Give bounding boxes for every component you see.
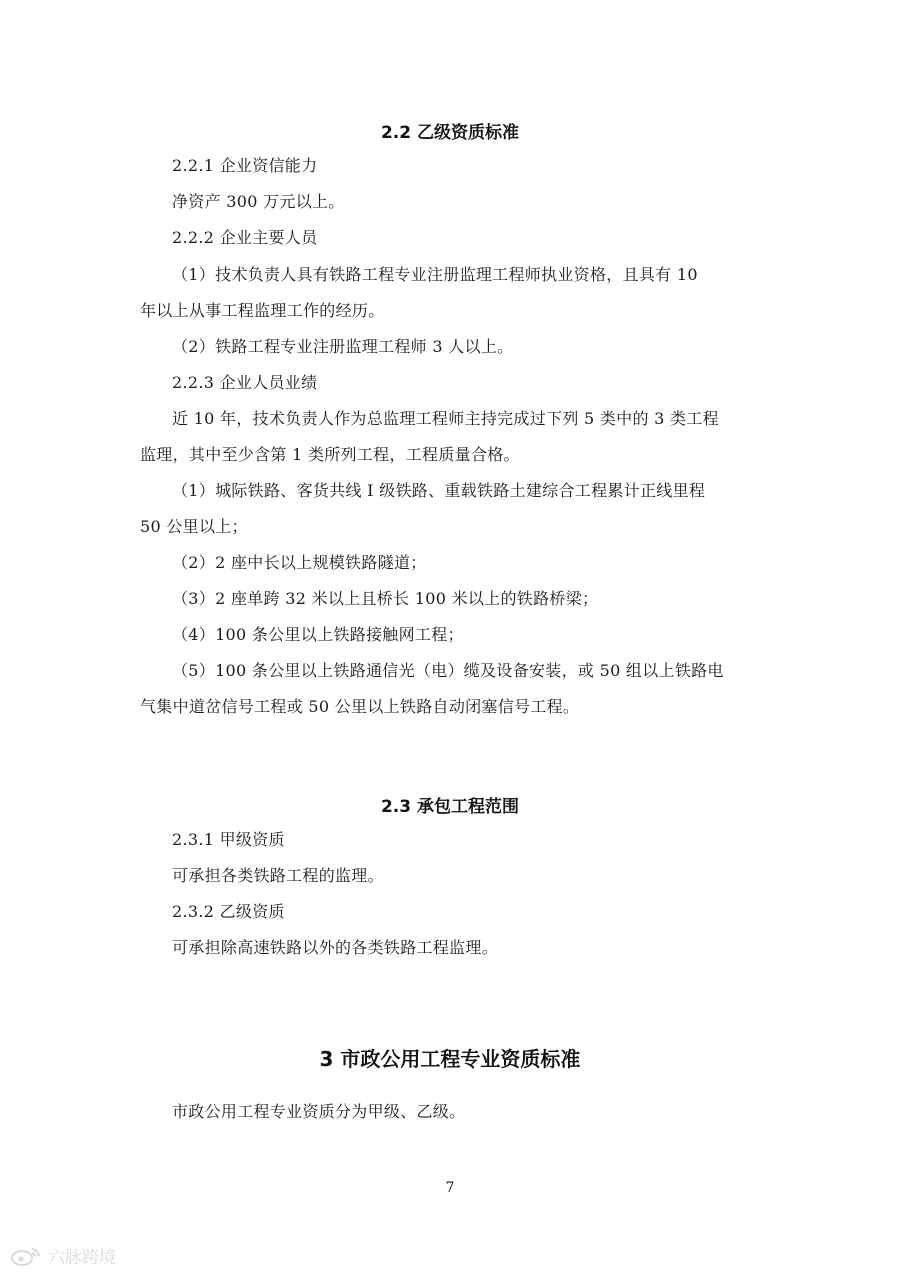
watermark-text: 六脉跨境 <box>48 1248 116 1268</box>
subsection-2-2-3: 2.2.3 企业人员业绩 <box>172 373 318 392</box>
weibo-logo-icon <box>10 1245 44 1267</box>
section-heading-2-3: 2.3 承包工程范围 <box>380 797 520 817</box>
paragraph-line: （5）100 条公里以上铁路通信光（电）缆及设备安装，或 50 组以上铁路电 <box>172 661 724 680</box>
chapter-heading-3: 3 市政公用工程专业资质标准 <box>319 1047 581 1071</box>
paragraph-line: 气集中道岔信号工程或 50 公里以上铁路自动闭塞信号工程。 <box>140 697 580 716</box>
page-number: 7 <box>445 1180 455 1196</box>
subsection-2-3-1: 2.3.1 甲级资质 <box>172 830 285 849</box>
section-heading-2-2: 2.2 乙级资质标准 <box>380 123 520 143</box>
subsection-2-2-2: 2.2.2 企业主要人员 <box>172 228 318 247</box>
paragraph-line: （1）城际铁路、客货共线 Ⅰ 级铁路、重载铁路土建综合工程累计正线里程 <box>172 481 706 500</box>
paragraph-line: （2）铁路工程专业注册监理工程师 3 人以上。 <box>172 337 514 356</box>
paragraph-line: （1）技术负责人具有铁路工程专业注册监理工程师执业资格，且具有 10 <box>172 265 698 284</box>
paragraph-line: 50 公里以上； <box>140 517 248 536</box>
paragraph-line: 可承担除高速铁路以外的各类铁路工程监理。 <box>172 938 499 957</box>
paragraph-line: 可承担各类铁路工程的监理。 <box>172 866 384 885</box>
paragraph-line: 年以上从事工程监理工作的经历。 <box>140 301 385 320</box>
paragraph-line: 监理，其中至少含第 1 类所列工程，工程质量合格。 <box>140 445 520 464</box>
subsection-2-3-2: 2.3.2 乙级资质 <box>172 902 285 921</box>
paragraph-line: 近 10 年，技术负责人作为总监理工程师主持完成过下列 5 类中的 3 类工程 <box>172 409 719 428</box>
paragraph-line: （2）2 座中长以上规模铁路隧道； <box>172 553 427 572</box>
subsection-2-2-1: 2.2.1 企业资信能力 <box>172 156 318 175</box>
paragraph-line: （3）2 座单跨 32 米以上且桥长 100 米以上的铁路桥梁； <box>172 589 599 608</box>
paragraph-line: （4）100 条公里以上铁路接触网工程； <box>172 625 464 644</box>
paragraph-line: 市政公用工程专业资质分为甲级、乙级。 <box>172 1102 466 1121</box>
watermark <box>10 1243 116 1268</box>
paragraph-line: 净资产 300 万元以上。 <box>172 192 345 211</box>
